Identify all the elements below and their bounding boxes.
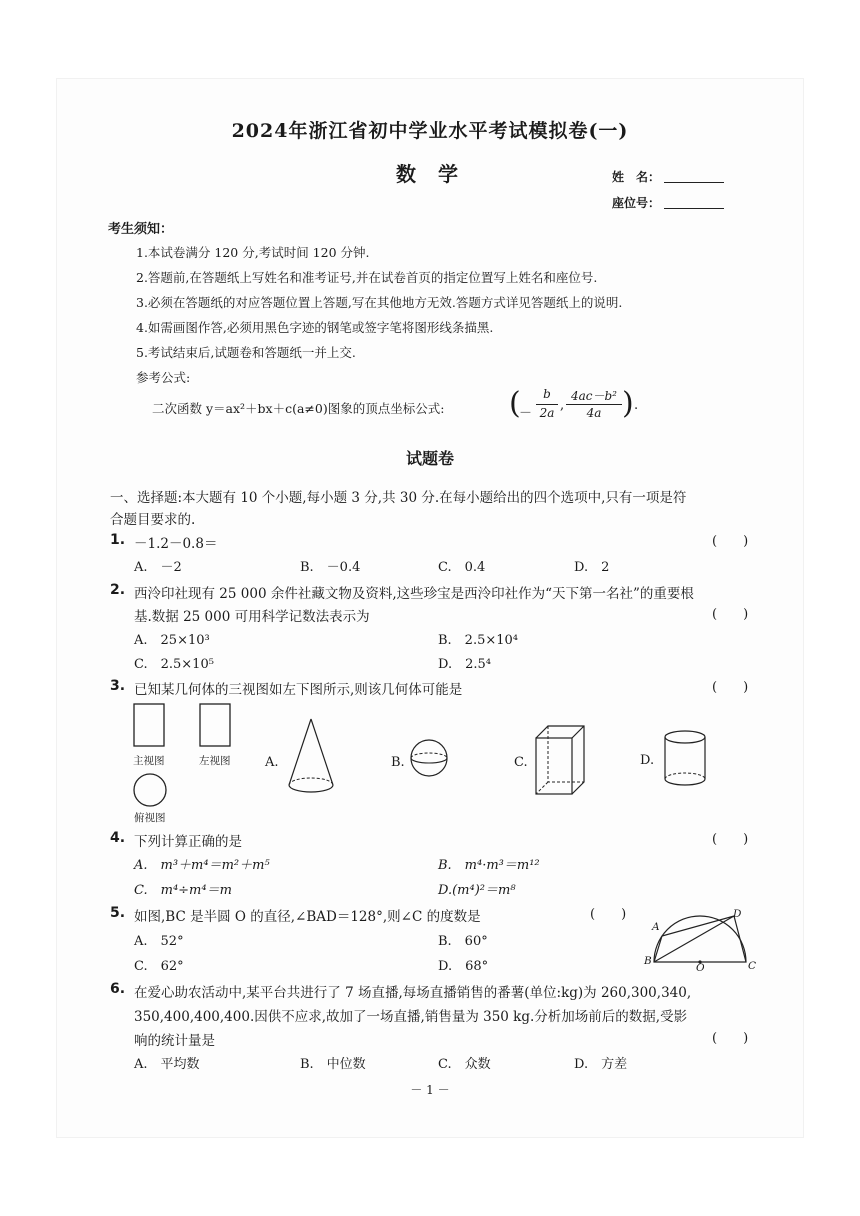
- formula-open-paren: (: [509, 386, 521, 421]
- notice-heading: 考生须知：: [108, 222, 174, 237]
- question-number: 1.: [110, 532, 126, 548]
- section1-instructions: 一、选择题:本大题有 10 个小题,每小题 3 分,共 30 分.在每小题给出的四个选项中,只有一项是符: [110, 490, 687, 506]
- option-d[interactable]: D.(m⁴)²＝m⁸: [438, 883, 516, 898]
- seat-blank[interactable]: [664, 208, 724, 209]
- cuboid-icon[interactable]: [532, 722, 588, 798]
- answer-paren[interactable]: ( ): [712, 832, 749, 847]
- question-text: 西泠印社现有 25 000 余件社藏文物及资料,这些珍宝是西泠印社作为“天下第一名社”的重要根: [134, 586, 694, 602]
- formula-close-paren: ): [622, 386, 634, 421]
- formula-period: .: [634, 398, 639, 413]
- option-a[interactable]: A. m³＋m⁴＝m²＋m⁵: [134, 858, 270, 873]
- option-a[interactable]: A.: [265, 755, 279, 770]
- option-a[interactable]: A. 52°: [134, 934, 184, 949]
- question-text-cont: 350,400,400,400.因供不应求,故加了一场直播,销售量为 350 kg.分析加场前后的数据,受影: [134, 1009, 688, 1025]
- notice-item: 5.考试结束后,试题卷和答题纸一并上交.: [136, 345, 356, 360]
- formula-prefix: 二次函数 y＝ax²＋bx＋c(a≠0)图象的顶点坐标公式:: [152, 401, 445, 416]
- question-text-cont: 响的统计量是: [134, 1033, 215, 1049]
- name-label: 姓 名：: [612, 170, 661, 184]
- question-text: 如图,BC 是半圆 O 的直径,∠BAD＝128°,则∠C 的度数是: [134, 909, 481, 925]
- notice-item: 3.必须在答题纸的对应答题位置上答题,写在其他地方无效.答题方式详见答题纸上的说明.: [136, 295, 623, 310]
- question-number: 3.: [110, 678, 126, 694]
- formula-y-numerator: 4ac－b²: [570, 389, 617, 403]
- reference-label: 参考公式:: [136, 370, 191, 385]
- notice-item: 1.本试卷满分 120 分,考试时间 120 分钟.: [136, 245, 370, 260]
- side-view-label: 左视图: [199, 755, 231, 767]
- point-c-label: C: [748, 960, 757, 972]
- section1-instructions-cont: 合题目要求的.: [110, 512, 196, 528]
- option-b[interactable]: B. m⁴·m³＝m¹²: [438, 858, 540, 873]
- question-number: 2.: [110, 582, 126, 598]
- top-view-label: 俯视图: [134, 812, 166, 824]
- question-number: 4.: [110, 830, 126, 846]
- cylinder-icon[interactable]: [660, 728, 710, 790]
- option-c[interactable]: C. m⁴÷m⁴＝m: [134, 883, 232, 898]
- question-text-cont: 基.数据 25 000 可用科学记数法表示为: [134, 609, 370, 625]
- point-o-label: O: [696, 962, 705, 974]
- answer-paren[interactable]: ( ): [590, 907, 627, 922]
- subject-title: 数学: [396, 162, 480, 186]
- question-text: 在爱心助农活动中,某平台共进行了 7 场直播,每场直播销售的番薯(单位:kg)为 260,300,340,: [134, 985, 692, 1001]
- point-b-label: B: [644, 955, 652, 967]
- option-b[interactable]: B. 2.5×10⁴: [438, 633, 519, 648]
- option-c[interactable]: C. 62°: [134, 959, 184, 974]
- option-a[interactable]: A. 25×10³: [134, 633, 210, 648]
- option-b[interactable]: B. －0.4: [300, 560, 361, 575]
- section-title: 试题卷: [405, 449, 454, 468]
- question-text: －1.2－0.8＝: [134, 536, 218, 552]
- option-d[interactable]: D. 68°: [438, 959, 489, 974]
- cone-icon[interactable]: [284, 715, 338, 799]
- answer-paren[interactable]: ( ): [712, 607, 749, 622]
- option-d[interactable]: D. 方差: [574, 1057, 628, 1072]
- question-number: 6.: [110, 981, 126, 997]
- notice-item: 2.答题前,在答题纸上写姓名和准考证号,并在试卷首页的指定位置写上姓名和座位号.: [136, 270, 598, 285]
- question-number: 5.: [110, 905, 126, 921]
- formula-y-denominator: 4a: [586, 406, 602, 420]
- option-a[interactable]: A. －2: [134, 560, 182, 575]
- seat-label: 座位号：: [612, 196, 661, 210]
- formula-x-denominator: 2a: [539, 406, 555, 420]
- answer-paren[interactable]: ( ): [712, 1031, 749, 1046]
- option-d[interactable]: D. 2: [574, 560, 610, 575]
- top-view-circle: [134, 774, 166, 806]
- formula-y-bar: [566, 404, 622, 405]
- sphere-icon[interactable]: [408, 737, 450, 779]
- answer-paren[interactable]: ( ): [712, 534, 749, 549]
- answer-paren[interactable]: ( ): [712, 680, 749, 695]
- front-view-label: 主视图: [133, 755, 165, 767]
- option-d[interactable]: D. 2.5⁴: [438, 657, 491, 672]
- page-number: － 1 －: [410, 1083, 450, 1097]
- option-b[interactable]: B. 中位数: [300, 1057, 366, 1072]
- option-c[interactable]: C. 0.4: [438, 560, 486, 575]
- point-a-label: A: [652, 921, 660, 933]
- option-c[interactable]: C. 2.5×10⁵: [134, 657, 214, 672]
- side-view-rect: [200, 704, 230, 746]
- question-text: 下列计算正确的是: [134, 834, 242, 850]
- question-text: 已知某几何体的三视图如左下图所示,则该几何体可能是: [134, 682, 463, 698]
- option-a[interactable]: A. 平均数: [134, 1057, 200, 1072]
- exam-title: 2024年浙江省初中学业水平考试模拟卷(一): [231, 120, 629, 142]
- option-d[interactable]: D.: [640, 753, 655, 768]
- formula-x-bar: [536, 404, 558, 405]
- front-view-rect: [134, 704, 164, 746]
- formula-minus: －: [519, 406, 533, 421]
- name-blank[interactable]: [664, 182, 724, 183]
- notice-item: 4.如需画图作答,必须用黑色字迹的钢笔或签字笔将图形线条描黑.: [136, 320, 494, 335]
- option-c[interactable]: C.: [514, 755, 528, 770]
- option-b[interactable]: B. 60°: [438, 934, 488, 949]
- point-d-label: D: [733, 908, 742, 920]
- option-c[interactable]: C. 众数: [438, 1057, 491, 1072]
- formula-x-numerator: b: [543, 387, 551, 401]
- formula-comma: ,: [560, 398, 565, 413]
- option-b[interactable]: B.: [391, 755, 405, 770]
